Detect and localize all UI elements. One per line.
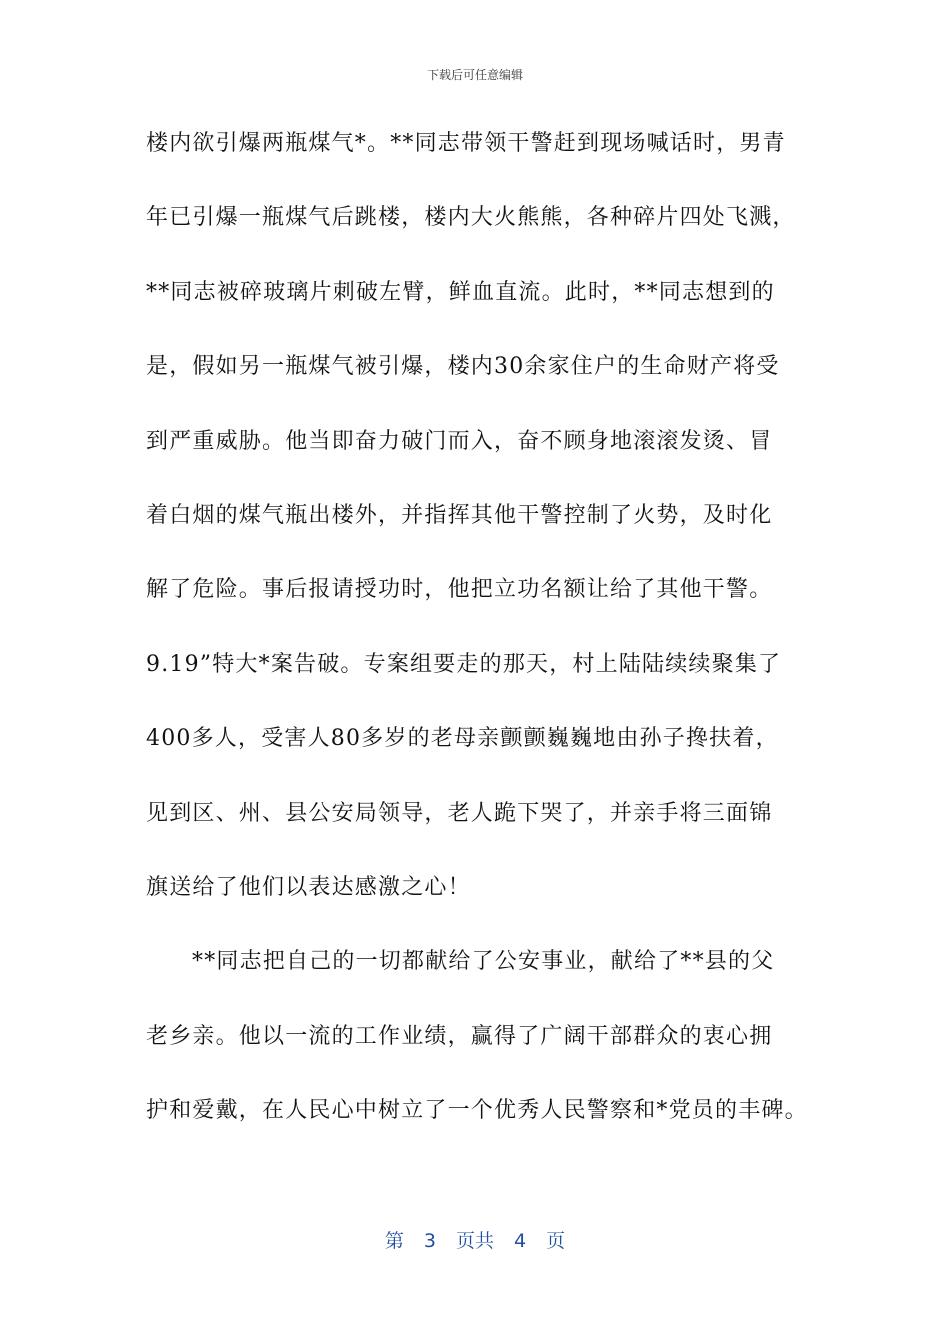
total-pages-number: 4	[514, 1230, 527, 1252]
body-line: 到严重威胁。他当即奋力破门而入，奋不顾身地滚滚发烫、冒	[146, 428, 773, 454]
body-line: 是，假如另一瓶煤气被引爆，楼内30余家住户的生命财产将受	[146, 354, 780, 380]
body-line: **同志被碎玻璃片刺破左臂，鲜血直流。此时，**同志想到的	[146, 279, 775, 305]
body-line: 400多人，受害人80多岁的老母亲颤颤巍巍地由孙子搀扶着，	[146, 726, 779, 752]
page-footer	[0, 1226, 950, 1253]
body-line: 楼内欲引爆两瓶煤气*。**同志带领干警赶到现场喊话时，男青	[146, 131, 786, 156]
body-line: 9.19”特大*案告破。专案组要走的那天，村上陆陆续续聚集了	[146, 651, 782, 677]
page-label-suffix: 页	[546, 1230, 566, 1252]
body-line: 着白烟的煤气瓶出楼外，并指挥其他干警控制了火势，及时化	[146, 502, 773, 528]
body-line: 见到区、州、县公安局领导，老人跪下哭了，并亲手将三面锦	[146, 800, 773, 826]
page-header-note: 下载后可任意编辑	[426, 68, 523, 82]
body-line: 解了危险。事后报请授功时，他把立功名额让给了其他干警。	[146, 577, 773, 603]
paragraph-line: 老乡亲。他以一流的工作业绩，赢得了广阔干部群众的衷心拥	[146, 1023, 773, 1049]
page-label-mid: 页共	[455, 1230, 494, 1252]
paragraph-line: 护和爱戴，在人民心中树立了一个优秀人民警察和*党员的丰碑。	[146, 1098, 808, 1124]
body-line: 旗送给了他们以表达感激之心！	[146, 874, 471, 900]
page-label-prefix: 第	[384, 1230, 404, 1252]
current-page-number: 3	[423, 1230, 436, 1252]
document-body	[146, 118, 826, 1159]
body-line: 年已引爆一瓶煤气后跳楼，楼内大火熊熊，各种碎片四处飞溅，	[146, 205, 796, 231]
paragraph-line: **同志把自己的一切都献给了公安事业，献给了**县的父	[192, 949, 775, 975]
